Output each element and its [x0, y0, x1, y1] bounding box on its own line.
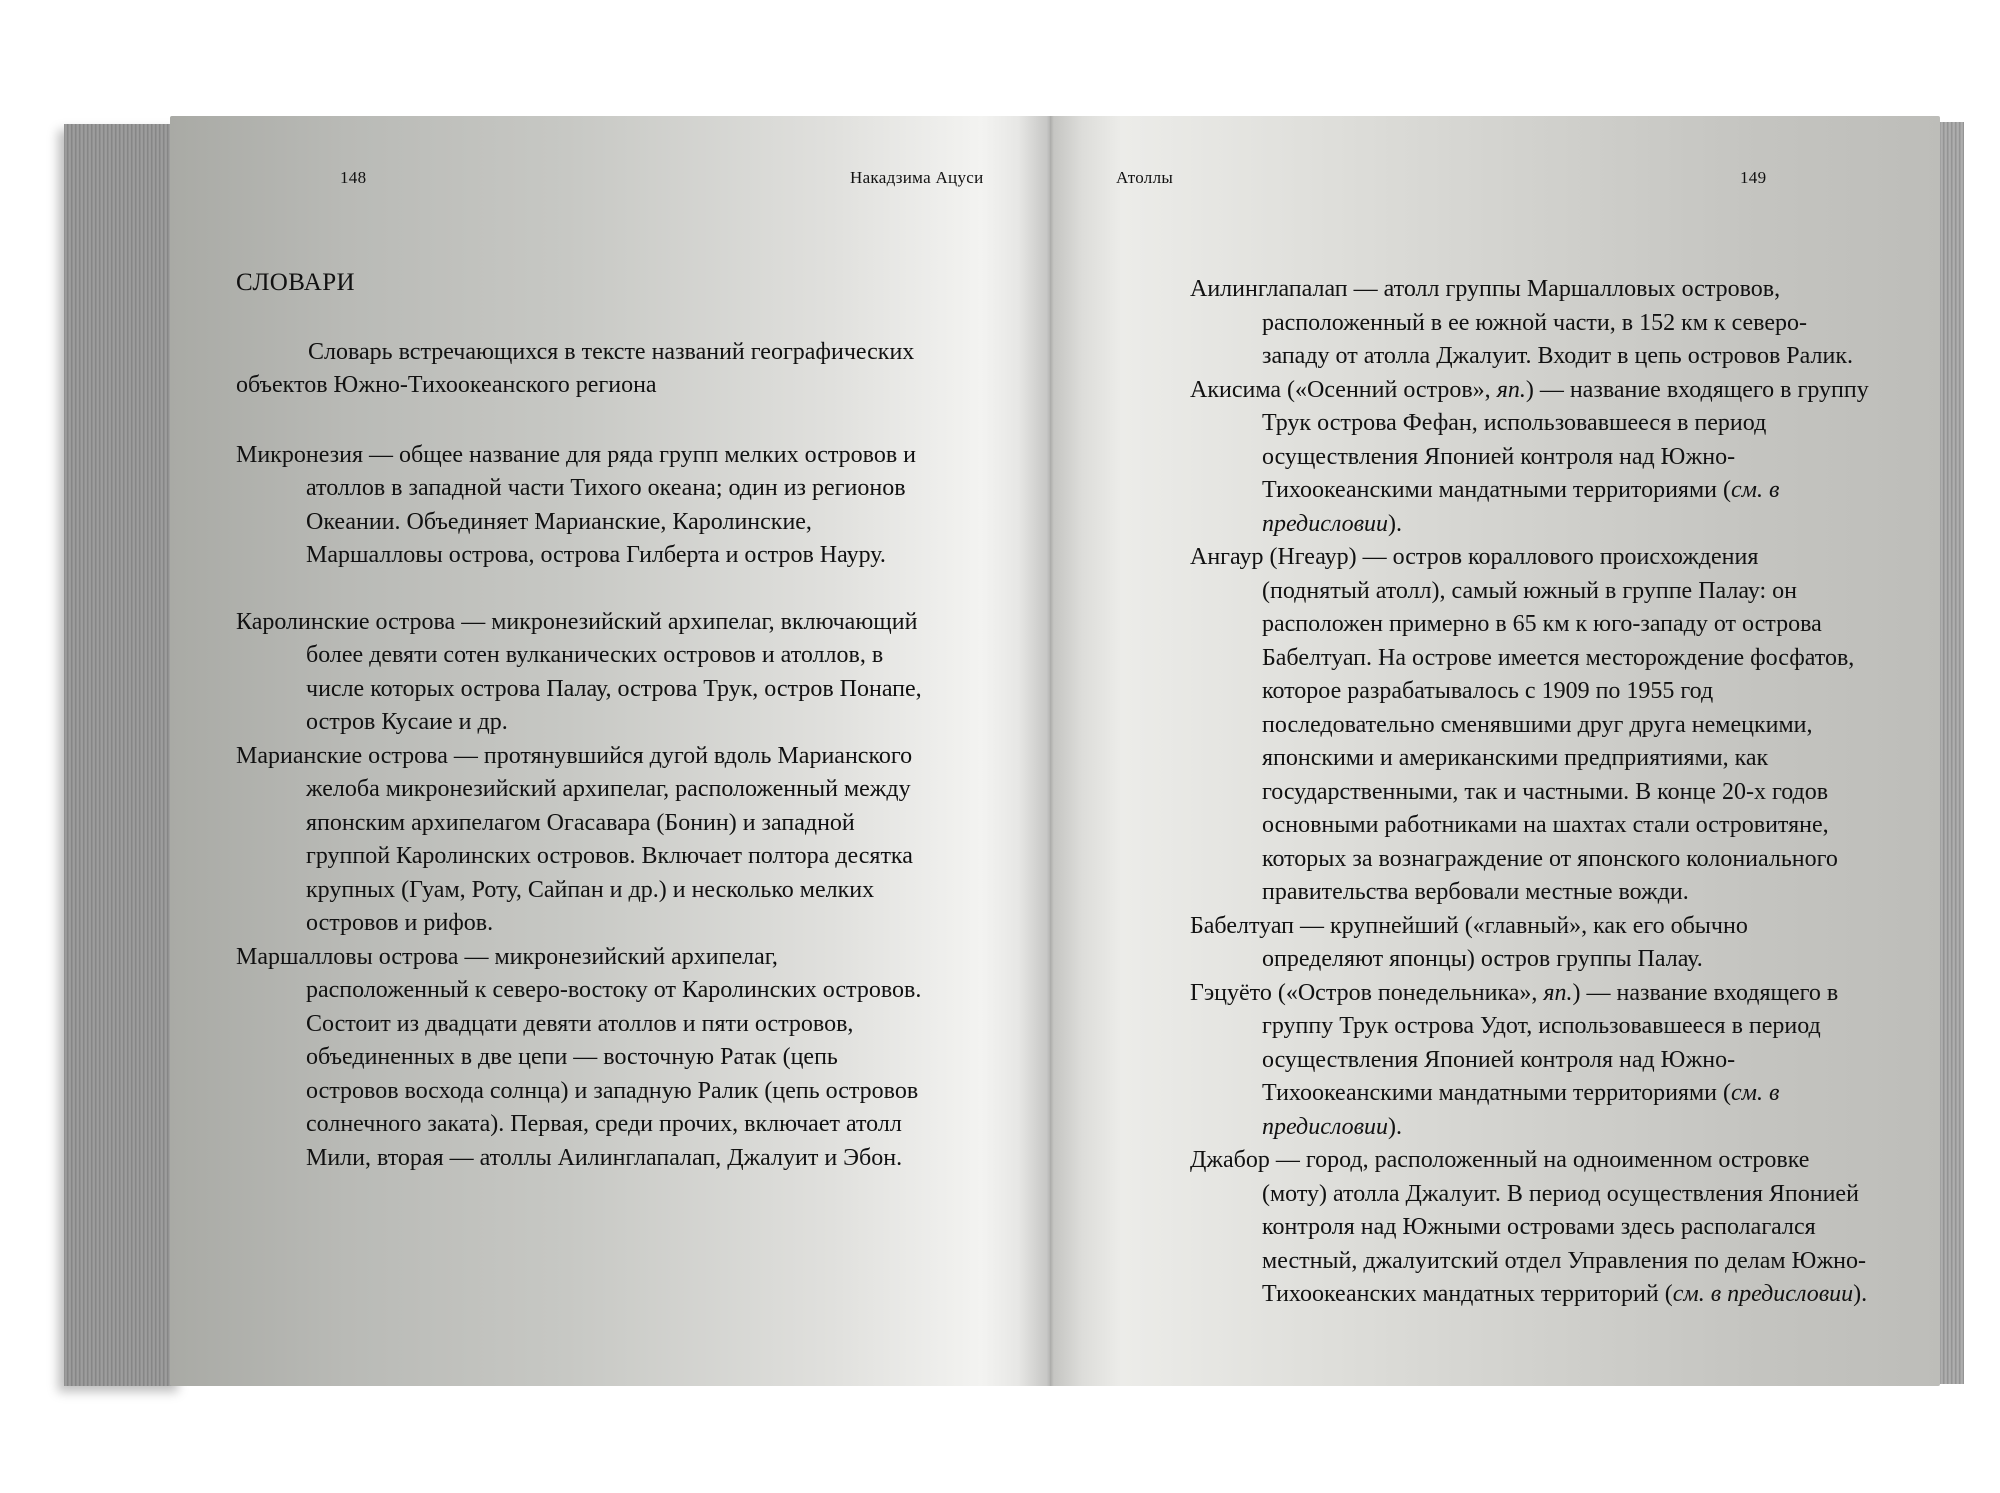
entry-see-note: см. в предисловии [1672, 1281, 1854, 1307]
glossary-entry-akishima [1190, 374, 1870, 542]
entry-term: Гэцуёто [1190, 979, 1272, 1006]
entry-see-note: см. в предисловии [1262, 477, 1780, 537]
entry-definition: — город, расположенный на одноименном островке (моту) атолла Джалуит. В период осуществления Японией контроля над Южными островами здесь располагался местный, джалуитский отдел Управления по делам Южно-Тихоокеанских мандатных территорий ( [1262, 1147, 1866, 1307]
right-page-number: 149 [1740, 168, 1767, 187]
glossary-entry-mariana [236, 740, 936, 941]
glossary-entry-ailinglaplap [1190, 273, 1870, 374]
entry-definition: — микронезийский архипелаг, расположенный к северо-востоку от Каролинских островов. Состоит из двадцати девяти атоллов и пяти островов, объединенных в две цепи — восточную Ратак (цепь островов восхода солнца) и западную Ралик (цепь островов солнечного заката). Первая, среди прочих, включает атолл Мили, вторая — атоллы Аилинглапалап, Джалуит и Эбон. [306, 943, 922, 1171]
section-heading: СЛОВАРИ [236, 269, 355, 296]
entry-definition: («Остров понедельника», [1271, 979, 1544, 1006]
entry-tail: ). [1388, 1113, 1403, 1140]
entry-definition: — микронезийский архипелаг, включающий более девяти сотен вулканических островов и атоллов, в числе которых острова Палау, острова Трук, остров Понапе, остров Кусаие и др. [306, 608, 922, 735]
section-intro: Словарь встречающихся в тексте названий географических объектов Южно-Тихоокеанского региона [236, 338, 915, 398]
glossary-entry-marshall [236, 941, 936, 1176]
entry-term: Марианские острова [236, 742, 448, 769]
glossary-entry-angaur [1190, 541, 1870, 910]
entry-tail: ). [1853, 1281, 1868, 1307]
entry-term: Ангаур [1190, 544, 1264, 570]
left-page-body [236, 266, 936, 1175]
entry-term: Маршалловы острова [236, 943, 459, 970]
glossary-entry-jabor [1190, 1144, 1870, 1312]
right-page-body [1190, 273, 1870, 1312]
entry-abbreviation: яп. [1496, 376, 1526, 403]
entry-see-note: см. в предисловии [1262, 1080, 1780, 1140]
entry-term: Джабор [1190, 1147, 1270, 1173]
glossary-entry-caroline [236, 606, 936, 740]
entry-term: Бабелтуап [1190, 912, 1294, 939]
entry-definition: — общее название для ряда групп мелких островов и атоллов в западной части Тихого океана; один из регионов Океании. Объединяет Марианские, Каролинские, Маршалловы острова, острова Гилберта и остров Науру. [306, 441, 917, 568]
entry-definition-cont: ) — название входящего в группу Трук острова Фефан, использовавшееся в период осуществления Японией контроля над Южно-Тихоокеанскими мандатными территориями ( [1262, 376, 1869, 503]
entry-abbreviation: яп. [1543, 979, 1573, 1006]
entry-definition: («Осенний остров», [1281, 376, 1497, 403]
page-edges-left [64, 124, 184, 1386]
left-page-number: 148 [340, 168, 367, 187]
entry-term: Аилинглапалап [1190, 276, 1348, 302]
glossary-entry-getsuyoto [1190, 977, 1870, 1145]
glossary-entry-babeltuap [1190, 910, 1870, 977]
entry-definition: — протянувшийся дугой вдоль Марианского желоба микронезийский архипелаг, расположенный между японским архипелагом Огасавара (Бонин) и западной группой Каролинских островов. Включает полтора десятка крупных (Гуам, Роту, Сайпан и др.) и несколько мелких островов и рифов. [306, 742, 913, 936]
entry-term: Каролинские острова [236, 608, 456, 635]
left-running-head: Накадзима Ацуси [850, 168, 984, 187]
glossary-entry-micronesia [236, 439, 936, 573]
entry-term: Акисима [1190, 376, 1282, 403]
entry-definition: — крупнейший («главный», как его обычно определяют японцы) остров группы Палау. [1262, 912, 1748, 972]
page-edges-right [1940, 122, 1964, 1384]
left-page [170, 116, 1052, 1386]
entry-definition: (Нгеаур) — остров кораллового происхождения (поднятый атолл), самый южный в группе Палау: он расположен примерно в 65 км к юго-западу от острова Бабелтуап. На острове имеется месторождение фосфатов, которое разрабатывалось с 1909 по 1955 год последовательно сменявшими друг друга немецкими, японскими и американскими предприятиями, как государственными, так и частными. В конце 20-х годов основными работниками на шахтах стали островитяне, которых за вознаграждение от японского колониального правительства вербовали местные вожди. [1262, 544, 1855, 905]
entry-tail: ). [1388, 510, 1403, 537]
entry-definition: — атолл группы Маршалловых островов, расположенный в ее южной части, в 152 км к северо-западу от атолла Джалуит. Входит в цепь островов Ралик. [1262, 276, 1853, 369]
right-page [1050, 116, 1940, 1386]
right-running-head: Атоллы [1116, 168, 1174, 187]
entry-definition-cont: ) — название входящего в группу Трук острова Удот, использовавшееся в период осуществления Японией контроля над Южно-Тихоокеанскими мандатными территориями ( [1262, 979, 1839, 1106]
entry-term: Микронезия [236, 441, 363, 468]
